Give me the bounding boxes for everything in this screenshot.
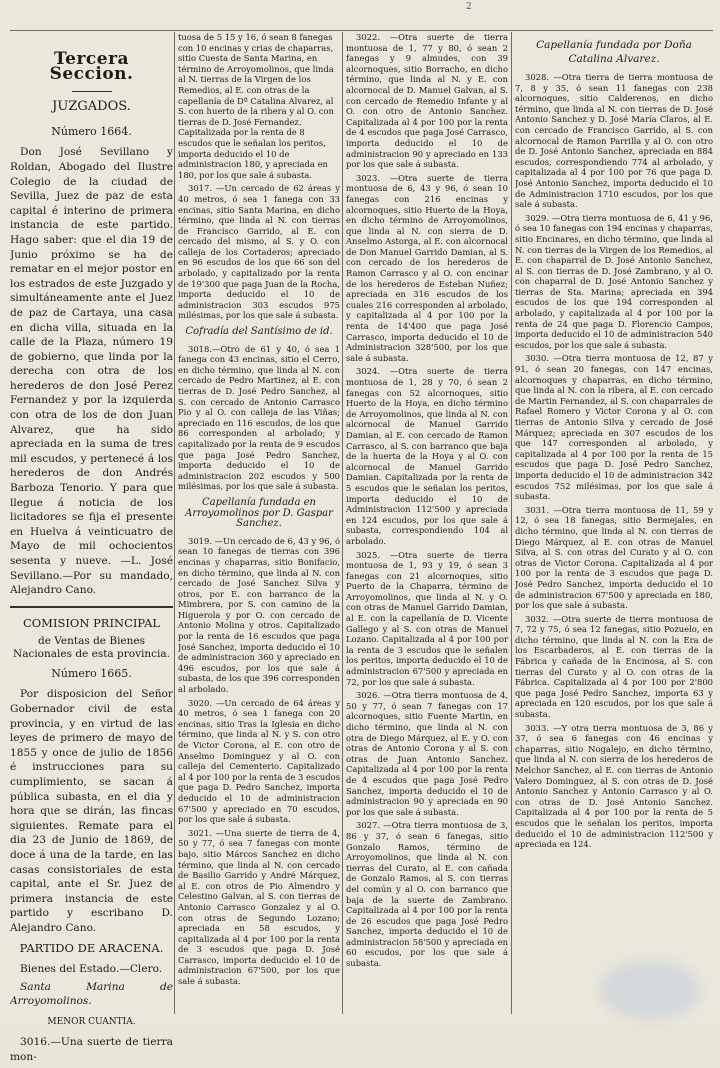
column-3 xyxy=(346,32,508,972)
lot-entry: 3019. —Un cercado de 6, 43 y 96, ó sean 10 fanegas de tierras con 396 encinas y chaparras, sitio Bonifacio, en dicho término, que linda al N. con cercado de José Sanchez Silva y otros, por E. con barranco de la Mimbrera, por S. con camino de la Higuerola y por O. con cercado de Antonio Molina y otros. Capitalizado por la renta de 16 escudos que paga José Sanchez, importa deducido el 10 de administracion 360 y apreciado en 496 escudos, por los que sale á subasta, de los que 396 corresponden al arbolado. xyxy=(178,535,340,695)
top-rule xyxy=(10,30,713,31)
lot-entry: 3033. —Y otra tierra montuosa de 3, 86 y 37, ó sea 6 fanegas con 46 encinas y chaparras, sitio Nogalejo, en dicho término, que linda al N. con sierra de los herederos de Melchor Sanchez, al E. con tierras de Antonio Valero Dominguez, al S. con otras de D. José Antonio Sanchez y Antonio Carrasco y al O. con otras de D. José Antonio Sanchez. Capitalizada al 4 por 100 por la renta de 5 escudos que le señalan los peritos, importa deducido el 10 de administracion 112'500 y apreciada en 124. xyxy=(515,722,713,850)
notice-text: Por disposicion del Señor Gobernador civil de esta provincia, y en virtud de las leyes de primero de mayo de 1855 y once de julio de 1856 é instrucciones para su cumplimiento, se sacan á pública subasta, en el dia y hora que se dirán, las fincas siguientes. Remate para el dia 23 de Junio de 1869, de doce á una de la tarde, en las casas consistoriales de esta capital, ante el Sr. Juez de primera instancia de este partido y escribano D. Alejandro Cano. xyxy=(10,688,173,934)
lot-entry: 3021. —Una suerte de tierra de 4, 50 y 77, ó sea 7 fanegas con monte bajo, sitio Márcos Sanchez en dicho término, que linda al N. con cercado de Basilio Garrido y André Márquez, al E. con otros de Pio Almendro y Celestino Galvan, al S. con tierras de Antonio Carrasco Gonzalez y al O. con otras de Segundo Lozano; apreciada en 58 escudos, y capitalizada al 4 por 100 por la renta de 3 escudos que paga D. José Carrasco, importa deducido el 10 de administracion 67'500, por los que sale á subasta. xyxy=(178,827,340,987)
lot-entry: 3029. —Otra tierra montuosa de 6, 41 y 96, ó sea 10 fanegas con 194 encinas y chaparras, sitio Encinares, en dicho término, que linda al N. con tierras de la Virgen de los Remedios, al E. con chaparral de D. José Antonio Sanchez, al S. con tierras de D. José Zambrano, y al O. con chaparral de D. José Antonio Sanchez y tierras de Sta. Marina; apreciada en 394 escudos de los que 194 corresponden al arbolado, y capitalizada al 4 por 100 por la renta de 24 que paga D. Florencio Campos, importa deducido el 10 de administracion 540 escudos, por los que sale á subasta. xyxy=(515,212,713,350)
notice-number: Número 1664. xyxy=(51,124,132,138)
column-rule xyxy=(174,32,175,1014)
notice-number: Número 1665. xyxy=(51,666,132,680)
value-heading: MENOR CUANTIA. xyxy=(47,1016,136,1027)
estate-type: Bienes del Estado.—Clero. xyxy=(20,963,163,976)
lot-entry: 3031. —Otra tierra montuosa de 11, 59 y 12, ó sea 18 fanegas, sitio Bermejales, en dicho término, que linda al N. con tierras de Diego Márquez, al E. con otras de Manuel Silva, al S. con otras del Curato y al O. con otras de Victor Corona. Capitalizada al 4 por 100 por la renta de 3 escudos que paga D. José Pedro Sanchez, importa deducido el 10 de administracion 67'500 y apreciada en 180, por los que sale á subasta. xyxy=(515,504,713,611)
lot-entry: 3032. —Otra suerte de tierra montuosa de 7, 72 y 75, ó sea 12 fanegas, sitio Pozuelo, en dicho término, que linda al N. con la Era de los Escarbaderos, al E. con tierras de la Fábrica y cañada de la Encinosa, al S. con tierras del Curato y al O. con otras de la Fábrica. Capitalizada al 4 por 100 por 2'800 que paga José Pedro Sanchez, importa 63 y apreciada en 120 escudos, por los que sale á subasta. xyxy=(515,613,713,720)
notice-text: Don José Sevillano y Roldan, Abogado del Ilustre Colegio de la ciudad de Sevilla, Juez de paz de esta capital é interino de primera instancia de este partido. Hago saber: que el dia 19 de Junio próximo se ha de rematar en el mejor postor en los estrados de este Juzgado y simultáneamente ante el Juez de paz de Cartaya, una casa en dicha villa, situada en la calle de la Plaza, número 19 de gobierno, que linda por la derecha con otra de los herederos de don José Perez Fernandez y por la izquierda con otra de los de don Juan Alvarez, que ha sido apreciada en la suma de tres mil escudos, y pertenecé á los herederos de don Andrés Barboza Tenorio. Y para que llegue á noticia de los licitadores se fija el presente en Huelva á veinticuatro de Mayo de mil ochocientos sesenta y nueve. —L. José Sevillano.—Por su mandado, Alejandro Cano. xyxy=(10,146,173,597)
court-heading: JUZGADOS. xyxy=(52,99,131,115)
parish-heading: Santa Marina de Arroyomolinos. xyxy=(10,980,173,1008)
commission-title: COMISION PRINCIPAL xyxy=(22,615,161,630)
column-2 xyxy=(178,32,340,990)
subsection-heading: Cofradía del Santísimo de id. xyxy=(185,326,333,338)
lot-entry: 3016.—Una suerte de tierra mon- xyxy=(10,1036,173,1064)
divider xyxy=(10,606,173,608)
lot-entry: 3027. —Otra tierra montuosa de 3, 86 y 37, ó sean 6 fanegas, sitio Gonzalo Ramos, término de Arroyomolinos, que linda al N. con tierras del Curato, al E. con cañada de Gonzalo Ramos, al S. con tierras del común y al O. con barranco que baja de la suerte de Zambrano. Capitalizada al 4 por 100 por la renta de 26 escudos que paga José Pedro Sanchez, importa deducido el 10 de administracion 58'500 y apreciada en 60 escudos, por los que sale á subasta. xyxy=(346,820,508,969)
subsection-heading: Capellanía fundada en Arroyomolinos por D. Gaspar Sanchez. xyxy=(185,496,333,530)
page-number: 2 xyxy=(466,2,472,12)
column-1 xyxy=(10,46,173,1068)
divider xyxy=(72,91,112,92)
column-rule xyxy=(342,32,343,1014)
lot-entry: 3025. —Otra suerte de tierra montuosa de 1, 93 y 19, ó sean 3 fanegas con 21 alcornoques, sitio Puerto de la Chaparra, término de Arroyomolinos, que linda al N. y O. con otras de Manuel Garrido Damian, al E. con la capellanía de D. Vicente Gallego y al S. con otras de Manuel Lozano. Capitalizada al 4 por 100 por la renta de 3 escudos que le señalen los peritos, importa deducido el 10 de administracion 67'500 y apreciada en 72, por los que sale á subasta. xyxy=(346,549,508,687)
lot-entry: 3023. —Otra suerte de tierra montuosa de 6, 43 y 96, ó sean 10 fanegas con 216 encinas y alcornoques, sitio Huerto de la Hoya, en dicho término de Arroyomolinos, que linda al N. con sierra de D. Anselmo Astorga, al E. con alcornocal de Don Manuel Garrido Damian, al S. con cercado de los herederos de Ramon Carrasco y al O. con encinar de los herederos de Esteban Nuñez; apreciada en 316 escudos de los cuales 216 corresponden al arbolado, y capitalizada al 4 por 100 por la renta de 14'400 que paga José Carrasco, importa deducido el 10 de Administracion 328'500, por los que sale á subasta. xyxy=(346,172,508,363)
lot-entry: 3018.—Otro de 61 y 40, ó sea 1 fanega con 43 encinas, sitio el Cerro, en dicho término, que linda al N. con cercado de Pedro Martinez, al E. con tierras de D. José Pedro Sanchez, al S. con cercado de Antonio Carrasco Pio y al O. con calleja de las Viñas; apreciado en 116 escudos, de los que 86 corresponden al arbolado; y capitalizado por la renta de 9 escudos que paga José Pedro Sanchez, importa deducido el 10 de administracion 202 escudos y 500 milésimas, por los que sale á subasta. xyxy=(178,343,340,492)
lot-entry: 3017. —Un cercado de 62 áreas y 40 metros, ó sea 1 fanega con 33 encinas, sitio Santa Marina, en dicho término, que linda al N. con tierras de Francisco Garrido, al E. con cercado del mismo, al S. y O. con calleja de los Cortaderos; apreciado en 96 escudos de los que 66 son del arbolado, y capitalizado por la renta de 19'300 que paga Juan de la Rocha, importa deducido el 10 de administracion 303 escudos 975 milésimas, por los que sale á subasta. xyxy=(178,183,340,321)
water-stain xyxy=(600,960,700,1020)
lot-entry: 3022. —Otra suerte de tierra montuosa de 1, 77 y 80, ó sean 2 fanegas y 9 almudes, con 39 alcornoques, sitio Borracho, en dicho término, que linda al N. y E. con alcornocal de D. Manuel Galvan, al S. con cercado de Remedio Infante y al O. con otro de Antonio Sanchez. Capitalizada al 4 por 100 por la renta de 4 escudos que paga José Carrasco, importa deducido el 10 de administracion 90 y apreciado en 133 por los que sale á subasta. xyxy=(346,32,508,170)
lot-entry: 3026. —Otra tierra montuosa de 4, 50 y 77, ó sean 7 fanegas con 17 alcornoques, sitio Fuente Martin, en dicho término, que linda al N. con otra de Diego Márquez, al E. y O. con otras de Antonio Corona y al S. con otras de Juan Antonio Sanchez. Capitalizada al 4 por 100 por la renta de 4 escudos que paga José Pedro Sanchez, importa deducido el 10 de administracion 90 y apreciada en 90 por los que sale á subasta. xyxy=(346,690,508,817)
district-heading: PARTIDO DE ARACENA. xyxy=(19,941,164,956)
lot-entry: 3020. —Un cercado de 64 áreas y 40 metros, ó sea 1 fanega con 20 encinas, sitio Tras la Iglesia en dicho término, que linda al N. y S. con otro de Victor Corona, al E. con otro de Anselmo Dominguez y al O. con calleja del Cementerio. Capitalizado al 4 por 100 por la renta de 3 escudos que paga D. Pedro Sanchez, importa deducido el 10 de administracion 67'500 y apreciado en 70 escudos, por los que sale á subasta. xyxy=(178,697,340,825)
commission-subtitle: de Ventas de Bienes Nacionales de esta provincia. xyxy=(13,634,170,660)
lot-entry: 3024. —Otra suerte de tierra montuosa de 1, 28 y 70, ó sean 2 fanegas con 52 alcornoques, sitio Huerto de la Hoya, en dicho término de Arroyomolinos, que linda al N. con alcornocal de Manuel Garrido Damian, al E. con cercado de Ramon Carrasco, al S. con barranco que baja de la huerta de la Hoya y al O. con alcornocal de Manuel Garrido Damian. Capitalizada por la renta de 5 escudos que le señalan los peritos, importa deducido el 10 de Administracion 112'500 y apreciada en 124 escudos, por los que sale á subasta, correspondiendo 104 al arbolado. xyxy=(346,366,508,546)
lot-entry: tuosa de 5 15 y 16, ó sean 8 fanegas con 10 encinas y crias de chaparras, sitio Cuesta de Santa Marina, en término de Arroyomolinos, que linda al N. tierras de la Virgen de los Remedios, al E. con otras de la capellanía de Dª Catalina Alvarez, al S. con huerto de la ribera y al O. con tierras de D. José Fernandez. Capitalizada por la renta de 8 escudos que le señalan los peritos, importa deducido el 10 de administracion 180, y apreciada en 180, por los que sale á subasta. xyxy=(178,32,334,180)
section-title: Tercera Seccion. xyxy=(49,49,134,84)
subsection-heading: Capellanía fundada por Doña Catalina Alvarez. xyxy=(536,39,692,65)
column-4 xyxy=(515,32,713,853)
lot-entry: 3028. —Otra tierra de tierra montuosa de 7, 8 y 35, ó sean 11 fanegas con 238 alcornoques, sitio Calderenos, en dicho término, que linda al N. con tierras de D. José Antonio Sanchez y D. José María Claros, al E. con cercado de Francisco Garrido, al S. con alcornocal de Ramon Parrilla y al O. con otro de D. José Antonio Sanchez, apreciada en 884 escudos, correspondiendo 774 al arbolado, y capitalizada al 4 por 100 por 76 que paga D. José Antonio Sanchez, importa deducido el 10 de Administracion 1710 escudos, por los que sale á subasta. xyxy=(515,72,713,210)
lot-entry: 3030. —Otra tierra montuosa de 12, 87 y 91, ó sean 20 fanegas, con 147 encinas, alcornoques y chaparras, en dicho término, que linda al N. con la ribera, al E. con cercado de Martin Fernandez, al S. con chaparrales de Rafael Romero y Victor Corona y al O. con tierras de Antonio Silva y cercado de José Márquez; apreciada en 307 escudos de los que 147 corresponden al arbolado, y capitalizada al 4 por 100 por la renta de 15 escudos que paga D. José Pedro Sanchez, importa deducido el 10 de administracion 342 escudos 752 milésimas, por los que sale á subasta. xyxy=(515,353,713,502)
column-rule xyxy=(511,32,512,1014)
